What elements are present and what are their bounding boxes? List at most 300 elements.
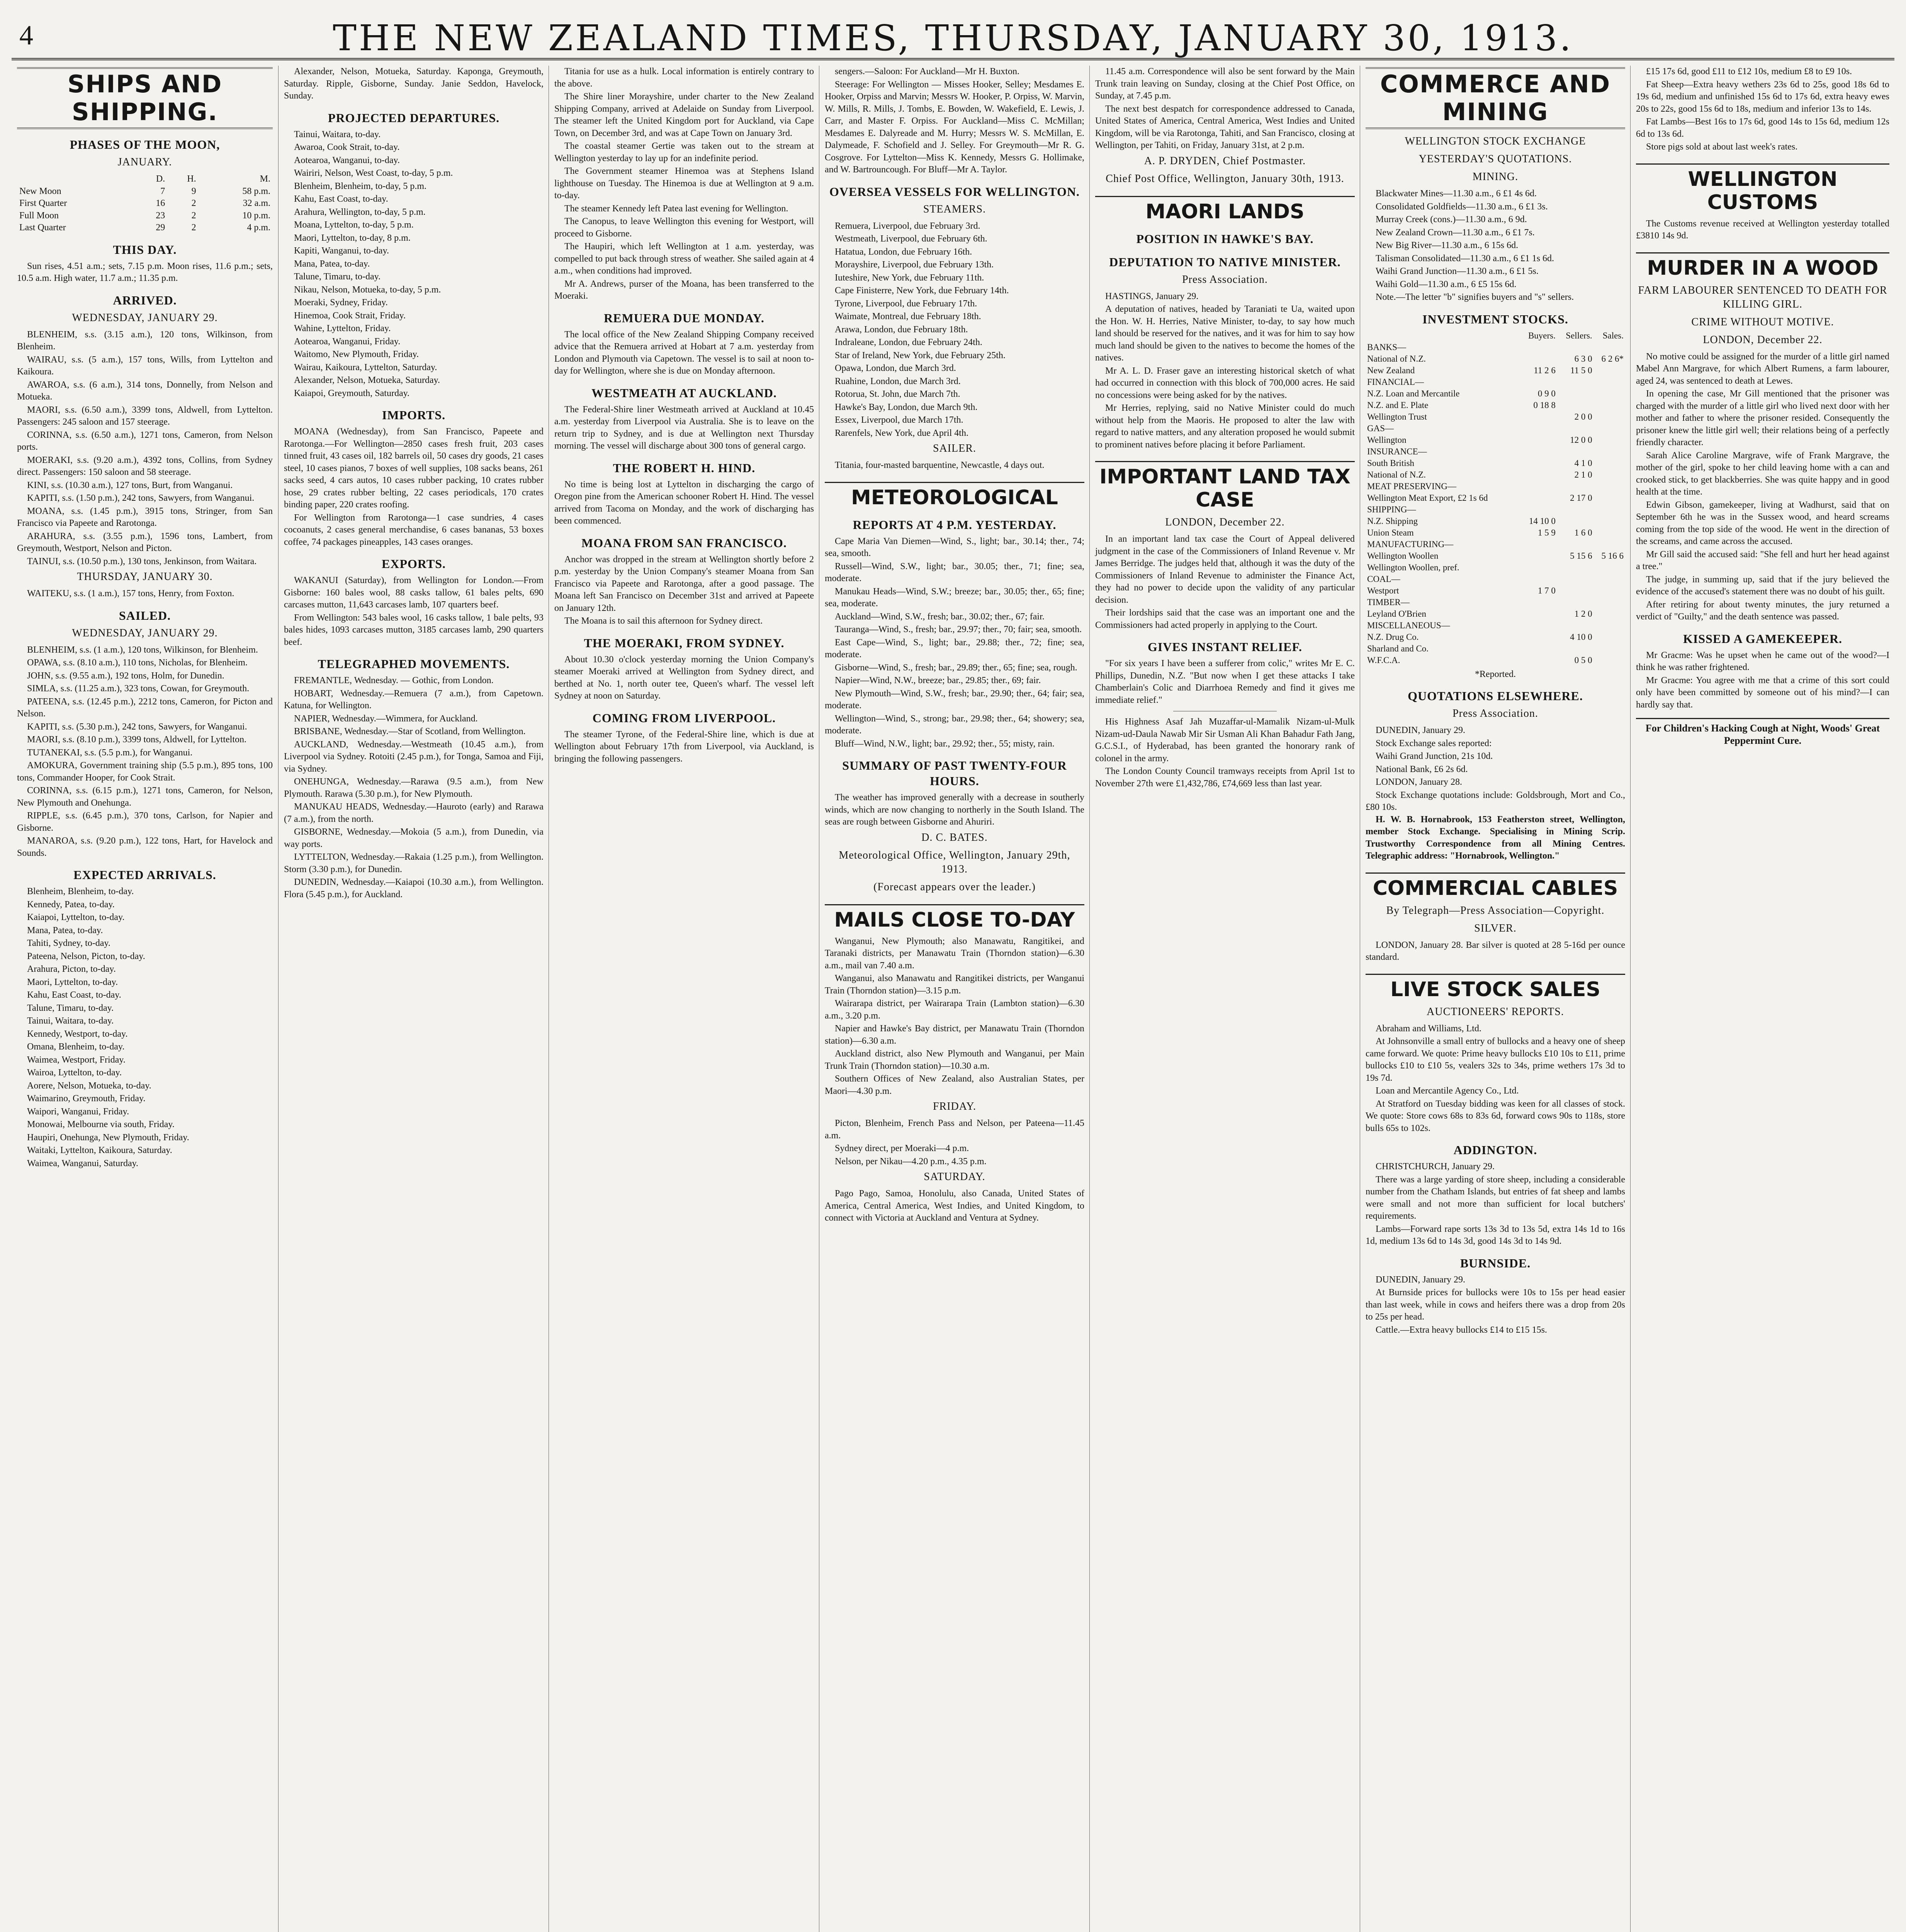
- expected-entry: Waimea, Wanganui, Saturday.: [27, 1158, 139, 1168]
- stock-value: [1557, 539, 1594, 550]
- hind-article: [554, 479, 814, 527]
- stock-value: [1519, 504, 1557, 515]
- thursday-date: THURSDAY, JANUARY 30.: [77, 571, 213, 583]
- stock-value: [1594, 411, 1625, 423]
- column-6: [1360, 66, 1631, 1932]
- stock-value: [1557, 643, 1594, 655]
- stock-row: [1366, 504, 1625, 515]
- departure-entry: Aotearoa, Wanganui, Friday.: [294, 336, 401, 347]
- departure-entry: Wairiri, Nelson, West Coast, to-day, 5 p.m.: [294, 168, 453, 178]
- stock-value: 12 0 0: [1570, 435, 1592, 445]
- stock-name: Wellington Woollen: [1367, 551, 1439, 561]
- stock-value: 4 1 0: [1574, 458, 1592, 468]
- moon-minute: 32 a.m.: [243, 198, 270, 208]
- stock-value: [1519, 446, 1557, 457]
- investment-table: [1366, 330, 1625, 666]
- stock-value: 6 2 6*: [1601, 354, 1624, 364]
- tax-dateline: LONDON, December 22.: [1165, 516, 1285, 528]
- stock-value: [1594, 573, 1625, 585]
- stock-value: [1594, 342, 1625, 353]
- arrival-entry: WAIRAU, s.s. (5 a.m.), 157 tons, Wills, from Lyttelton and Kaikoura.: [17, 354, 273, 377]
- sale-report: Lambs—Forward rape sorts 13s 3d to 13s 5d, extra 14s 1d to 16s 1d, medium 13s 6d to 14s 3d, good 14s 3d to 14s 9d.: [1366, 1224, 1625, 1246]
- stock-value: 1 7 0: [1537, 585, 1556, 595]
- stock-value: [1557, 573, 1594, 585]
- stock-name: N.Z. Shipping: [1367, 516, 1418, 526]
- moana-heading: MOANA FROM SAN FRANCISCO.: [581, 536, 787, 550]
- article-paragraph: About 10.30 o'clock yesterday morning the Union Company's steamer Moeraki arrived at Wellington from Sydney direct, and berthed at No. 1, north outer tee, Queen's wharf. The vessel left Sydney at noon on Saturday.: [554, 654, 814, 701]
- mail-entry: Picton, Blenheim, French Pass and Nelson, per Pateena—11.45 a.m.: [825, 1118, 1084, 1141]
- stock-value: [1594, 504, 1625, 515]
- departure-entry: Kapiti, Wanganui, to-day.: [294, 246, 389, 256]
- weather-report: Manukau Heads—Wind, S.W.; breeze; bar., 30.05; ther., 65; fine; sea, moderate.: [825, 586, 1084, 609]
- arrival-entry: BLENHEIM, s.s. (3.15 a.m.), 120 tons, Wilkinson, from Blenheim.: [17, 329, 273, 352]
- departures-list: [284, 129, 544, 400]
- livestock-list: [1366, 1023, 1625, 1135]
- page-number: 4: [19, 20, 33, 51]
- mining-heading: MINING.: [1472, 171, 1519, 183]
- article-paragraph: Mr Gracme: Was he upset when he came out of the wood?—I think he was rather frightened.: [1636, 650, 1889, 672]
- stock-name: FINANCIAL—: [1367, 377, 1424, 387]
- article-paragraph: Anchor was dropped in the stream at Wellington shortly before 2 p.m. yesterday by the Union Company's steamer Moana from San Francisco via Papeete and Rarotonga, after a good passage. The Moana left San Francisco on December 31st and arrived at Papeete on January 12th.: [554, 554, 814, 613]
- sale-report: There was a large yarding of store sheep, including a considerable number from the Chatham Islands, but entries of fat sheep and lambs were small and not more than sufficient for local butchers' requirements.: [1366, 1174, 1625, 1221]
- stock-value: [1557, 585, 1594, 597]
- article-paragraph: After retiring for about twenty minutes, the jury returned a verdict of "Guilty," and the death sentence was passed.: [1636, 599, 1889, 622]
- stock-value: [1594, 620, 1625, 631]
- mails-banner: MAILS CLOSE TO-DAY: [825, 904, 1084, 932]
- stock-name: Sharland and Co.: [1367, 643, 1429, 653]
- expected-entry: Talune, Timaru, to-day.: [27, 1003, 114, 1013]
- steamer-entry: Rotorua, St. John, due March 7th.: [835, 389, 960, 399]
- article-paragraph: HASTINGS, January 29.: [1105, 291, 1199, 301]
- moeraki-article: [554, 654, 814, 702]
- stock-row: [1366, 365, 1625, 376]
- sale-report: Fat Lambs—Best 16s to 17s 6d, good 14s to 15s 6d, medium 12s 6d to 13s 6d.: [1636, 117, 1889, 139]
- stock-value: [1519, 423, 1557, 434]
- departure-entry: Aotearoa, Wanganui, to-day.: [294, 155, 400, 165]
- mining-list: [1366, 188, 1625, 304]
- moon-header-row: [17, 173, 273, 185]
- mining-quote: Consolidated Goldfields—11.30 a.m., 6 £1 3s.: [1376, 201, 1548, 212]
- weather-report: Gisborne—Wind, S., fresh; bar., 29.89; ther., 65; fine; sea, rough.: [835, 662, 1077, 673]
- departure-entry: Mana, Patea, to-day.: [294, 259, 370, 269]
- kissed-article: [1636, 650, 1889, 711]
- stock-name: MANUFACTURING—: [1367, 539, 1454, 549]
- import-paragraph: For Wellington from Rarotonga—1 case sundries, 4 cases cocoanuts, 2 cases general merchandise, 6 cases bananas, 53 boxes coffee, 74 packages pineapples, 143 cases oranges.: [284, 512, 544, 547]
- shipping-note: The Haupiri, which left Wellington at 1 a.m. yesterday, was compelled to put back through stress of weather. She sailed again at 4 a.m., when conditions had improved.: [554, 242, 814, 276]
- summary-heading: SUMMARY OF PAST TWENTY-FOUR HOURS.: [842, 759, 1067, 788]
- column-3: [549, 66, 819, 1932]
- cough-cure-ad: For Children's Hacking Cough at Night, Woods' Great Peppermint Cure.: [1636, 718, 1889, 747]
- stock-name: N.Z. Loan and Mercantile: [1367, 388, 1460, 398]
- column-4: [819, 66, 1090, 1932]
- stock-value: 5 15 6: [1570, 551, 1592, 561]
- column-5: [1089, 66, 1360, 1932]
- murder-subheading: FARM LABOURER SENTENCED TO DEATH FOR KILLING GIRL.: [1638, 284, 1887, 310]
- stock-value: 0 18 8: [1533, 400, 1556, 410]
- signature: D. C. BATES.: [921, 831, 988, 844]
- stock-value: [1594, 446, 1625, 457]
- moon-row: [17, 210, 273, 222]
- sailing-entry: AMOKURA, Government training ship (5.5 p.m.), 895 tons, 100 tons, Commander Hooper, for Cook Strait.: [17, 760, 273, 783]
- stock-name: MEAT PRESERVING—: [1367, 481, 1456, 491]
- stock-row: [1366, 562, 1625, 573]
- stock-row: [1366, 492, 1625, 504]
- exports-heading: EXPORTS.: [381, 557, 446, 571]
- steamer-entry: Cape Finisterre, New York, due February 14th.: [835, 286, 1009, 296]
- stock-row: [1366, 643, 1625, 655]
- mining-quote: Murray Creek (cons.)—11.30 a.m., 6 9d.: [1376, 214, 1527, 224]
- burnside-continued: [1636, 66, 1889, 153]
- passenger-paragraph: Steerage: For Wellington — Misses Hooker, Selley; Mesdames E. Hooker, Orpiss and Marvin; Messrs W. Hooker, P. Orpiss, W. Marvin, W. Mills, R. Mills, J. Tombs, E. Bowden, W. Wakefield, E. Lewis, J. Carr, and Master F. Orpiss. For Auckland—Miss C. McMillan; Mesdames E. Dalyreade and M. Hurry; Messrs W. S. McMillan, E. Dalymeade, F. Schofield and J. Selley. For Greymouth—Mr R. G. Cosgrove. For Lyttelton—Miss K. Kennedy, Messrs G. Hollimake, and W. Bartrouncough. For Bluff—Mr A. Taylor.: [825, 79, 1084, 175]
- maori-heading: POSITION IN HAWKE'S BAY.: [1136, 231, 1314, 246]
- auctioneers-heading: AUCTIONEERS' REPORTS.: [1427, 1005, 1564, 1018]
- office-line: Meteorological Office, Wellington, January 29th, 1913.: [839, 849, 1070, 875]
- sale-report: DUNEDIN, January 29.: [1376, 1274, 1465, 1285]
- telegraphed-list: [284, 675, 544, 901]
- article-paragraph: The Federal-Shire liner Westmeath arrived at Auckland at 10.45 a.m. yesterday from Liverpool via Australia. She is to leave on the return trip to Sydney, and is due at Wellington next Thursday morning. The vessel will discharge about 300 tons of general cargo.: [554, 404, 814, 451]
- expected-entry: Waimarino, Greymouth, Friday.: [27, 1094, 146, 1104]
- departure-entry: Hinemoa, Cook Strait, Friday.: [294, 310, 406, 321]
- stock-value: [1594, 562, 1625, 573]
- stock-value: [1594, 376, 1625, 388]
- arrival-entry: ARAHURA, s.s. (3.55 p.m.), 1596 tons, Lambert, from Greymouth, Westport, Nelson and Picton.: [17, 531, 273, 553]
- stock-value: 2 17 0: [1570, 493, 1592, 503]
- moon-hour: 2: [191, 198, 196, 208]
- movement-entry: GISBORNE, Wednesday.—Mokoia (5 a.m.), from Dunedin, via way ports.: [284, 827, 544, 849]
- quotation-line: Stock Exchange sales reported:: [1376, 738, 1492, 748]
- shipping-note: The Government steamer Hinemoa was at Stephens Island lighthouse on Tuesday. The Hinemoa is due at Wellington at 9 a.m. to-day.: [554, 166, 814, 201]
- elsewhere-list: [1366, 724, 1625, 814]
- sailing-entry: PATEENA, s.s. (12.45 p.m.), 2212 tons, Cameron, for Picton and Nelson.: [17, 696, 273, 719]
- stock-name: Wellington: [1367, 435, 1407, 445]
- stock-value: [1594, 655, 1625, 666]
- stock-value: [1519, 376, 1557, 388]
- burnside-list: [1366, 1274, 1625, 1337]
- sailer-text: Titania, four-masted barquentine, Newcastle, 4 days out.: [835, 460, 1045, 470]
- kissed-heading: KISSED A GAMEKEEPER.: [1683, 631, 1843, 646]
- departure-entry: Wairau, Kaikoura, Lyttelton, Saturday.: [294, 362, 437, 372]
- arrival-entry: KINI, s.s. (10.30 a.m.), 127 tons, Burt, from Wanganui.: [27, 480, 233, 490]
- departure-entry: Waitomo, New Plymouth, Friday.: [294, 349, 419, 359]
- stock-value: [1557, 481, 1594, 492]
- news-paragraph: His Highness Asaf Jah Muzaffar-ul-Mamalik Nizam-ul-Mulk Nizam-ud-Daula Nawab Mir Sir Usman Ali Khan Bahadur Fath Jang, G.C.S.I., of Hyderabad, has been granted the honorary rank of colonel in the army.: [1095, 717, 1355, 764]
- stock-row: [1366, 573, 1625, 585]
- mining-quote: Talisman Consolidated—11.30 a.m., 6 £1 1s 6d.: [1376, 253, 1554, 264]
- moon-minute: 4 p.m.: [247, 223, 270, 233]
- continued-expected: Alexander, Nelson, Motueka, Saturday. Kaponga, Greymouth, Saturday. Ripple, Gisborne, Sunday. Janie Seddon, Havelock, Sunday.: [284, 66, 544, 101]
- sale-report: Cattle.—Extra heavy bullocks £14 to £15 15s.: [1376, 1325, 1547, 1335]
- article-paragraph: Sarah Alice Caroline Margrave, wife of Frank Margrave, the mother of the girl, spoke to her child leaving home with a can and crooked stick, to get blackberries. She was quite happy and in good health at the time.: [1636, 450, 1889, 497]
- sale-report: CHRISTCHURCH, January 29.: [1376, 1162, 1495, 1172]
- expected-entry: Haupiri, Onehunga, New Plymouth, Friday.: [27, 1132, 189, 1143]
- stock-value: [1594, 608, 1625, 620]
- departure-entry: Maori, Lyttelton, to-day, 8 p.m.: [294, 233, 411, 243]
- stock-value: [1519, 573, 1557, 585]
- mail-entry: Southern Offices of New Zealand, also Australian States, per Maori—4.30 p.m.: [825, 1074, 1084, 1096]
- broker-ad: H. W. B. Hornabrook, 153 Featherston street, Wellington, member Stock Exchange. Specialising in Mining Scrip. Trustworthy Correspondence from all Mining Centres. Telegraphic address: "Hornabrook, Wellington.": [1366, 814, 1625, 861]
- stock-value: 11 2 6: [1534, 365, 1556, 375]
- reports-heading: REPORTS AT 4 P.M. YESTERDAY.: [853, 517, 1057, 532]
- stock-value: [1557, 342, 1594, 353]
- addington-heading: ADDINGTON.: [1453, 1143, 1537, 1157]
- stock-value: 1 5 9: [1537, 527, 1556, 537]
- sailing-entry: MAORI, s.s. (8.10 p.m.), 3399 tons, Aldwell, for Lyttelton.: [27, 735, 246, 745]
- stock-value: [1519, 411, 1557, 423]
- stock-value: [1594, 643, 1625, 655]
- friday-list: [825, 1117, 1084, 1168]
- stock-value: [1594, 400, 1625, 411]
- moon-heading: PHASES OF THE MOON,: [70, 138, 220, 151]
- moon-minute: 10 p.m.: [242, 210, 270, 221]
- expected-entry: Kaiapoi, Lyttelton, to-day.: [27, 912, 125, 922]
- steamer-entry: Star of Ireland, New York, due February 25th.: [835, 350, 1006, 361]
- commercial-cables-banner: COMMERCIAL CABLES: [1366, 872, 1625, 900]
- meteorological-banner: METEOROLOGICAL: [825, 482, 1084, 509]
- sailer-heading: SAILER.: [933, 442, 976, 454]
- article-paragraph: Mr A. L. D. Fraser gave an interesting historical sketch of what had occurred in connection with this block of 700,000 acres. He said no concessions were being asked for by the natives.: [1095, 366, 1355, 400]
- departure-entry: Talune, Timaru, to-day.: [294, 272, 381, 282]
- westmeath-article: [554, 404, 814, 452]
- quotations-heading: YESTERDAY'S QUOTATIONS.: [1418, 153, 1572, 165]
- stock-row: [1366, 342, 1625, 353]
- expected-heading: EXPECTED ARRIVALS.: [73, 868, 216, 882]
- murder-article: [1636, 351, 1889, 623]
- expected-entry: Waipori, Wanganui, Friday.: [27, 1106, 129, 1117]
- stock-row: [1366, 400, 1625, 411]
- moon-col-header: M.: [260, 174, 270, 184]
- stock-value: [1594, 434, 1625, 446]
- steamer-entry: Remuera, Liverpool, due February 3rd.: [835, 221, 980, 231]
- shipping-note: Titania for use as a hulk. Local information is entirely contrary to the above.: [554, 66, 814, 89]
- steamer-entry: Opawa, London, due March 3rd.: [835, 363, 956, 373]
- sailing-entry: SIMLA, s.s. (11.25 a.m.), 323 tons, Cowan, for Greymouth.: [27, 684, 250, 694]
- stock-value: [1557, 504, 1594, 515]
- liverpool-heading: COMING FROM LIVERPOOL.: [592, 711, 776, 725]
- mails-list: [825, 935, 1084, 1098]
- arrival-entry: CORINNA, s.s. (6.50 a.m.), 1271 tons, Cameron, from Nelson ports.: [17, 430, 273, 452]
- arrived-date: WEDNESDAY, JANUARY 29.: [72, 311, 218, 324]
- import-paragraph: MOANA (Wednesday), from San Francisco, Papeete and Rarotonga.—For Wellington—2850 cases fresh fruit, 203 cases tinned fruit, 43 cases oil, 182 barrels oil, 50 cases dry goods, 21 cases steel, 10 cases pianos, 7 boxes of well supplies, 108 sacks beans, 261 sacks seed, 4 cars autos, 10 cases rubber packing, 10 crates rubber hose, 29 crates rubber belting, 22 cases periodicals, 170 crates binding paper, 220 crates roofing.: [284, 427, 544, 510]
- departure-entry: Kahu, East Coast, to-day.: [294, 194, 388, 204]
- steamer-entry: Hawke's Bay, London, due March 9th.: [835, 402, 978, 412]
- deputation-heading: DEPUTATION TO NATIVE MINISTER.: [1109, 255, 1341, 269]
- live-stock-banner: LIVE STOCK SALES: [1366, 974, 1625, 1001]
- quotation-line: DUNEDIN, January 29.: [1376, 725, 1465, 735]
- stock-value: [1519, 562, 1557, 573]
- friday-heading: FRIDAY.: [933, 1100, 977, 1112]
- article-paragraph: Edwin Gibson, gamekeeper, living at Wadhurst, said that on September 6th he was in the Sussex wood, and heard screams coming from the top side of the wood. He went in the direction of the screams, and came across the accused.: [1636, 500, 1889, 546]
- shipping-note: The Canopus, to leave Wellington this evening for Westport, will proceed to Gisborne.: [554, 216, 814, 239]
- burnside-heading: BURNSIDE.: [1460, 1256, 1531, 1270]
- export-paragraph: WAKANUI (Saturday), from Wellington for London.—From Gisborne: 160 bales wool, 88 casks tallow, 61 bales pelts, 690 carcases mutton, 11,643 carcases lamb, 107 quarters beef.: [284, 575, 544, 610]
- departure-entry: Moana, Lyttelton, to-day, 5 p.m.: [294, 220, 414, 230]
- departure-entry: Moeraki, Sydney, Friday.: [294, 298, 388, 308]
- departure-entry: Alexander, Nelson, Motueka, Saturday.: [294, 375, 440, 385]
- stock-value: 1 2 0: [1574, 609, 1592, 619]
- stock-value: [1519, 620, 1557, 631]
- stock-value: [1594, 585, 1625, 597]
- stock-value: [1519, 539, 1557, 550]
- mail-entry: Wairarapa district, per Wairarapa Train (Lambton station)—6.30 a.m., 3.20 p.m.: [825, 998, 1084, 1021]
- sailing-entry: KAPITI, s.s. (5.30 p.m.), 242 tons, Sawyers, for Wanganui.: [27, 721, 247, 732]
- stock-value: [1519, 608, 1557, 620]
- stock-value: 11 5 0: [1570, 365, 1592, 375]
- sailed-list: [17, 644, 273, 860]
- elsewhere-heading: QUOTATIONS ELSEWHERE.: [1408, 689, 1583, 703]
- expected-entry: Blenheim, Blenheim, to-day.: [27, 886, 134, 896]
- expected-entry: Monowai, Melbourne via south, Friday.: [27, 1119, 175, 1129]
- commerce-mining-banner: COMMERCE AND MINING: [1366, 67, 1625, 129]
- stock-name: GAS—: [1367, 423, 1394, 433]
- stock-value: [1519, 469, 1557, 481]
- article-paragraph: Their lordships said that the case was an important one and the Commissioners had acted properly in applying to the Court.: [1095, 608, 1355, 630]
- stock-row: [1366, 655, 1625, 666]
- stock-row: [1366, 585, 1625, 597]
- relief-ad: "For six years I have been a sufferer from colic," writes Mr E. C. Phillips, Dunedin, N.Z. "But now when I get these attacks I take Chamberlain's Colic and Diarrhoea Remedy and find it gives me immediate relief.": [1095, 658, 1355, 705]
- stock-name: Leyland O'Brien: [1367, 609, 1426, 619]
- stock-row: [1366, 353, 1625, 365]
- stock-name: N.Z. Drug Co.: [1367, 632, 1419, 642]
- moon-hour: 9: [191, 186, 196, 196]
- expected-entry: Maori, Lyttelton, to-day.: [27, 977, 118, 987]
- stock-value: [1519, 597, 1557, 608]
- exports-list: [284, 575, 544, 648]
- forecast-note: (Forecast appears over the leader.): [873, 881, 1036, 893]
- stock-row: [1366, 597, 1625, 608]
- expected-entry: Arahura, Picton, to-day.: [27, 964, 116, 974]
- stock-row: [1366, 423, 1625, 434]
- sailing-entry: OPAWA, s.s. (8.10 a.m.), 110 tons, Nicholas, for Blenheim.: [27, 658, 248, 668]
- silver-heading: SILVER.: [1474, 922, 1517, 934]
- news-paragraph: The London County Council tramways receipts from April 1st to November 27th were £1,432,786, £74,669 less than last year.: [1095, 766, 1355, 789]
- stock-name: N.Z. and E. Plate: [1367, 400, 1429, 410]
- sale-report: At Burnside prices for bullocks were 10s to 15s per head easier than last week, while in cows and heifers there was a drop from 20s to 25s per head.: [1366, 1287, 1625, 1322]
- stock-name: National of N.Z.: [1367, 354, 1426, 364]
- quotation-line: LONDON, January 28.: [1376, 777, 1462, 787]
- arrival-entry: MOANA, s.s. (1.45 p.m.), 3915 tons, Stringer, from San Francisco via Papeete and Rarotonga.: [17, 506, 273, 528]
- stock-value: 14 10 0: [1529, 516, 1556, 526]
- stock-name: New Zealand: [1367, 365, 1415, 375]
- movement-entry: FREMANTLE, Wednesday. — Gothic, from London.: [294, 675, 494, 685]
- stock-row: [1366, 388, 1625, 400]
- column-header: Sales.: [1602, 330, 1624, 340]
- westmeath-heading: WESTMEATH AT AUCKLAND.: [591, 386, 777, 400]
- arrival-entry: KAPITI, s.s. (1.50 p.m.), 242 tons, Sawyers, from Wanganui.: [27, 493, 255, 503]
- passenger-paragraph: sengers.—Saloon: For Auckland—Mr H. Buxton.: [835, 66, 1019, 77]
- steamer-entry: Arawa, London, due February 18th.: [835, 324, 968, 335]
- steamer-entry: Waimate, Montreal, due February 18th.: [835, 311, 981, 321]
- mail-entry: Wanganui, also Manawatu and Rangitikei districts, per Wanganui Train (Thorndon station)—3.15 p.m.: [825, 973, 1084, 996]
- stock-value: [1594, 515, 1625, 527]
- remuera-heading: REMUERA DUE MONDAY.: [604, 311, 764, 325]
- expected-entry: Waimea, Westport, Friday.: [27, 1054, 126, 1065]
- column-header: Buyers.: [1528, 330, 1556, 340]
- steamers-heading: STEAMERS.: [923, 203, 986, 215]
- stock-value: 6 3 0: [1574, 354, 1592, 364]
- sale-report: Abraham and Williams, Ltd.: [1376, 1023, 1481, 1034]
- stock-value: [1594, 481, 1625, 492]
- departure-entry: Tainui, Waitara, to-day.: [294, 129, 381, 139]
- weather-report: Russell—Wind, S.W., light; bar., 30.05; ther., 71; fine; sea, moderate.: [825, 561, 1084, 583]
- stock-name: Wellington Trust: [1367, 412, 1427, 422]
- sailing-entry: MANAROA, s.s. (9.20 p.m.), 122 tons, Hart, for Havelock and Sounds.: [17, 836, 273, 858]
- murder-subheading-2: CRIME WITHOUT MOTIVE.: [1691, 316, 1834, 328]
- stock-row: [1366, 515, 1625, 527]
- stock-name: MISCELLANEOUS—: [1367, 620, 1450, 630]
- moon-phase: Last Quarter: [19, 223, 66, 233]
- stock-name: Wellington Meat Export, £2 1s 6d: [1367, 493, 1488, 503]
- expected-entry: Wairoa, Lyttelton, to-day.: [27, 1068, 122, 1078]
- saturday-heading: SATURDAY.: [924, 1171, 985, 1183]
- stock-row: [1366, 376, 1625, 388]
- stock-value: 1 6 0: [1574, 527, 1592, 537]
- quotation-line: National Bank, £6 2s 6d.: [1376, 764, 1468, 774]
- stock-row: [1366, 527, 1625, 539]
- weather-report: Napier—Wind, N.W., breeze; bar., 29.85; ther., 69; fair.: [835, 675, 1041, 685]
- column-1: [12, 66, 278, 1932]
- steamers-list: [825, 220, 1084, 440]
- stock-row: [1366, 481, 1625, 492]
- steamer-entry: Indraleane, London, due February 24th.: [835, 337, 982, 347]
- moon-day: 23: [156, 210, 165, 221]
- stock-value: [1557, 446, 1594, 457]
- movement-entry: AUCKLAND, Wednesday.—Westmeath (10.45 a.m.), from Liverpool via Sydney. Rotoiti (2.45 p.m.), for Tonga, Samoa and Fiji, via Sydney.: [284, 739, 544, 774]
- weather-reports: [825, 536, 1084, 750]
- moon-day: 16: [156, 198, 165, 208]
- article-paragraph: The judge, in summing up, said that if the jury believed the evidence of the accused's statement there was no doubt of his guilt.: [1636, 574, 1889, 597]
- mail-entry: Nelson, per Nikau—4.20 p.m., 4.35 p.m.: [835, 1156, 987, 1167]
- sailing-entry: TUTANEKAI, s.s. (5.5 p.m.), for Wanganui.: [27, 747, 193, 758]
- moon-row: [17, 222, 273, 234]
- tax-article: [1095, 533, 1355, 631]
- this-day-text: Sun rises, 4.51 a.m.; sets, 7.15 p.m. Moon rises, 11.6 p.m.; sets, 10.5 a.m. High water, 11.7 a.m.; 11.35 p.m.: [17, 261, 273, 283]
- article-paragraph: In opening the case, Mr Gill mentioned that the prisoner was charged with the murder of a little girl who lived next door with her mother and father to where the prisoner resided. Consequently the prisoner knew the little girl well; their relations being of a perfectly friendly character.: [1636, 389, 1889, 447]
- telegraphed-heading: TELEGRAPHED MOVEMENTS.: [318, 657, 510, 671]
- weather-report: Tauranga—Wind, S., fresh; bar., 29.97; ther., 70; fair; sea, smooth.: [835, 624, 1082, 634]
- movement-entry: MANUKAU HEADS, Wednesday.—Hauroto (early) and Rarawa (7 a.m.), from the north.: [284, 802, 544, 824]
- stock-value: [1557, 400, 1594, 411]
- sale-report: At Johnsonville a small entry of bullocks and a heavy one of sheep came forward. We quote: Prime heavy bullocks £10 10s to £11, prime bullocks £10 to £10 5s, vealers 32s to 34s, prime wethers 17s 3d to 19s 7d.: [1366, 1036, 1625, 1083]
- column-header: Sellers.: [1566, 330, 1592, 340]
- stock-value: [1557, 620, 1594, 631]
- moon-month: JANUARY.: [117, 156, 172, 168]
- silver-text: LONDON, January 28. Bar silver is quoted at 28 5-16d per ounce standard.: [1366, 940, 1625, 962]
- expected-entry: Pateena, Nelson, Picton, to-day.: [27, 951, 145, 961]
- mail-continued: [1095, 66, 1355, 152]
- mining-quote: Waihi Gold—11.30 a.m., 6 £5 15s 6d.: [1376, 279, 1517, 289]
- stock-value: [1519, 643, 1557, 655]
- sailing-entry: CORINNA, s.s. (6.15 p.m.), 1271 tons, Cameron, for Nelson, New Plymouth and Onehunga.: [17, 786, 273, 808]
- sale-report: £15 17s 6d, good £11 to £12 10s, medium £8 to £9 10s.: [1646, 66, 1852, 77]
- moon-minute: 58 p.m.: [242, 186, 270, 196]
- stock-value: [1519, 342, 1557, 353]
- expected-entry: Aorere, Nelson, Motueka, to-day.: [27, 1080, 151, 1091]
- elsewhere-press: Press Association.: [1452, 707, 1538, 719]
- shipping-notes: [554, 66, 814, 303]
- steamer-entry: Morayshire, Liverpool, due February 13th.: [835, 260, 994, 270]
- relief-heading: GIVES INSTANT RELIEF.: [1147, 640, 1303, 654]
- stock-value: [1594, 457, 1625, 469]
- stock-row: [1366, 620, 1625, 631]
- stock-name: SHIPPING—: [1367, 504, 1416, 514]
- cables-press: By Telegraph—Press Association—Copyright.: [1386, 904, 1605, 917]
- stock-name: INSURANCE—: [1367, 446, 1427, 456]
- stock-value: [1594, 388, 1625, 400]
- arrival-entry: TAINUI, s.s. (10.50 p.m.), 130 tons, Jenkinson, from Waitara.: [27, 556, 257, 566]
- stock-name: COAL—: [1367, 574, 1400, 584]
- ships-shipping-banner: SHIPS AND SHIPPING.: [17, 67, 273, 129]
- stock-value: [1594, 492, 1625, 504]
